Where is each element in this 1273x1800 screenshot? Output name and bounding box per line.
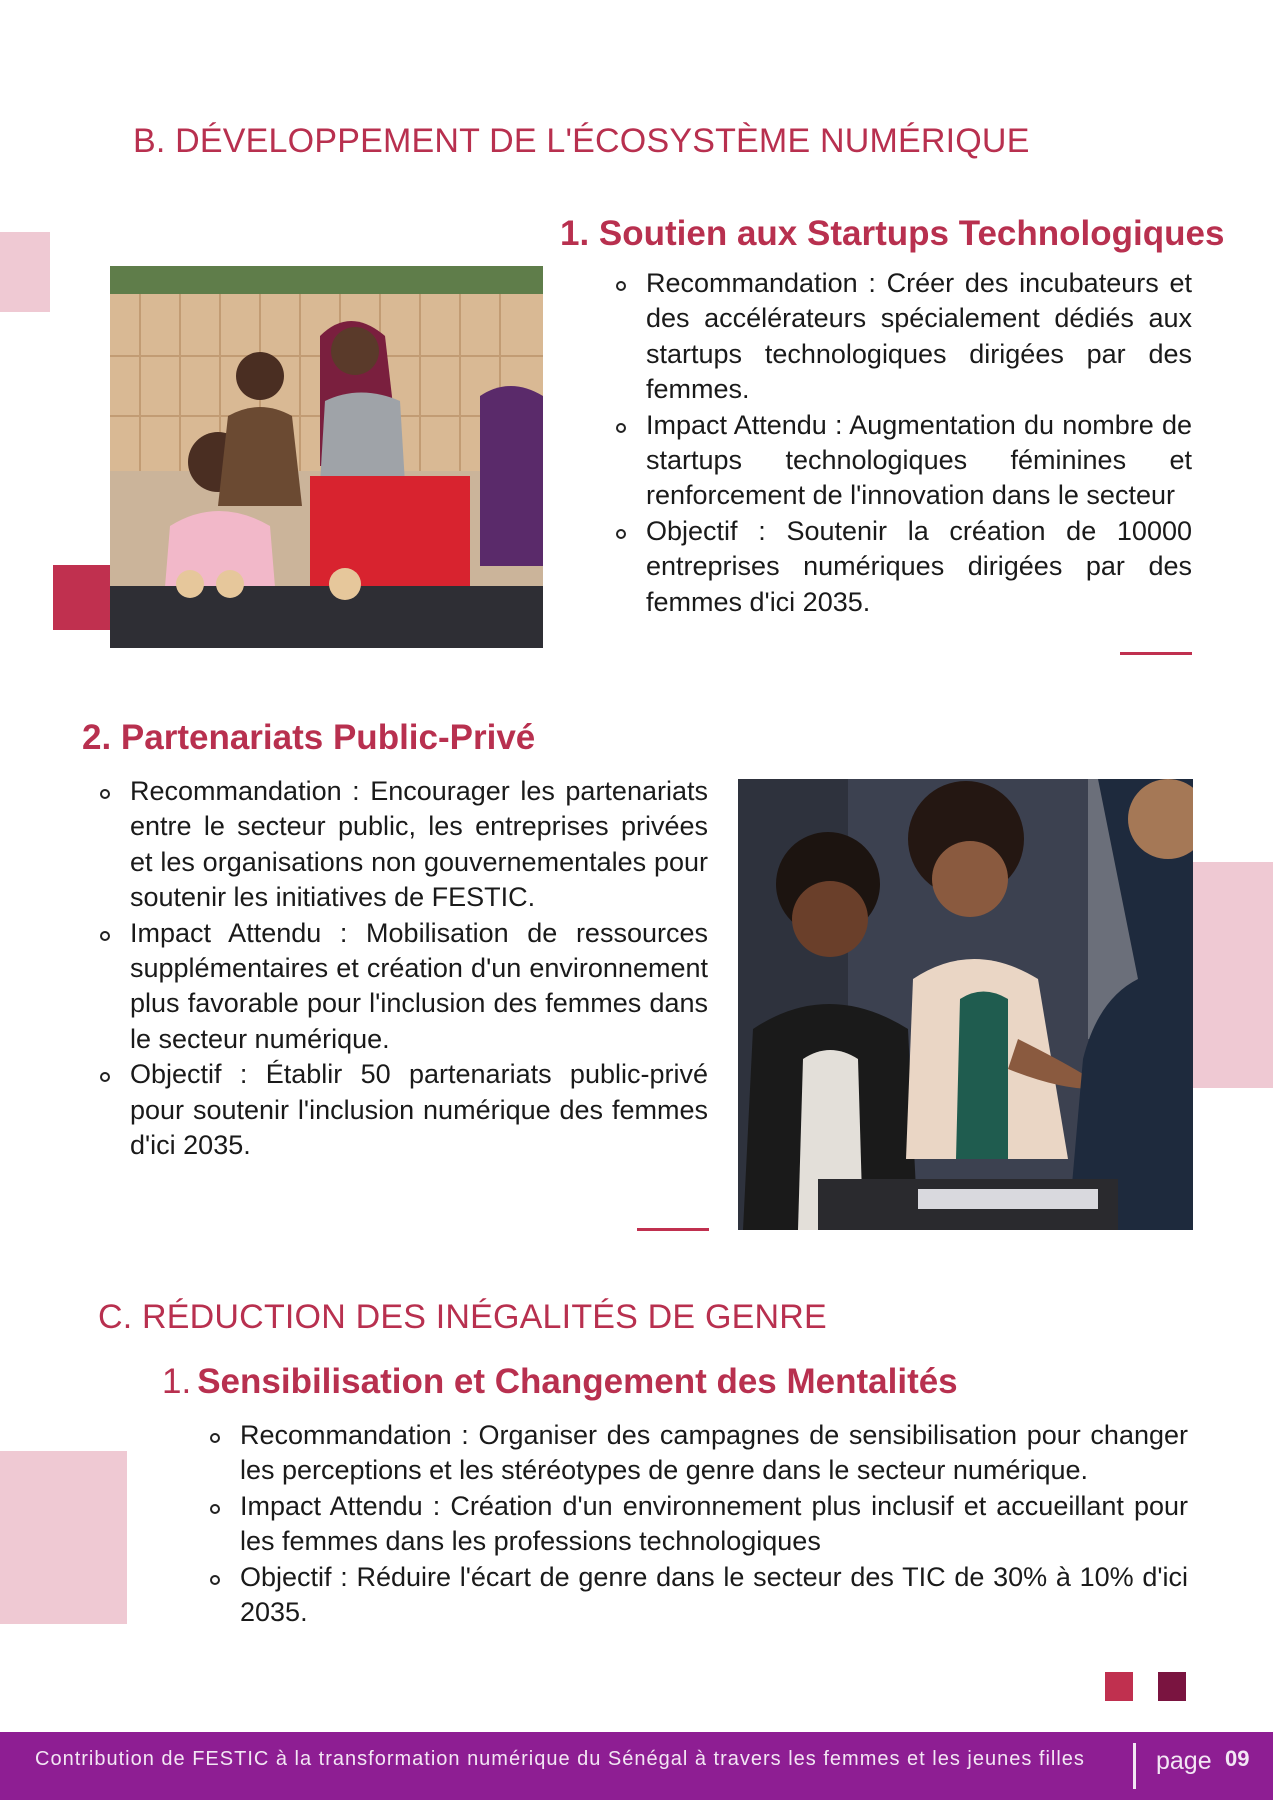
deco-red-block-left — [53, 565, 111, 630]
list-item: Objectif : Réduire l'écart de genre dans le secteur des TIC de 30% à 10% d'ici 2035. — [208, 1560, 1188, 1631]
section-c-title: C. RÉDUCTION DES INÉGALITÉS DE GENRE — [98, 1298, 827, 1336]
list-item: Objectif : Établir 50 partenariats public-privé pour soutenir l'inclusion numérique des femmes d'ici 2035. — [98, 1057, 708, 1163]
underline-accent — [1120, 652, 1192, 655]
list-item: Recommandation : Organiser des campagnes de sensibilisation pour changer les perceptions et les stéréotypes de genre dans le secteur numérique. — [208, 1418, 1188, 1489]
startups-list — [614, 266, 1192, 620]
deco-red-square — [1105, 1672, 1133, 1701]
awareness-list — [208, 1418, 1188, 1630]
deco-pink-block-right — [1193, 862, 1273, 1088]
footer-separator — [1133, 1743, 1136, 1789]
partnerships-subtitle: 2. Partenariats Public-Privé — [82, 718, 536, 757]
awareness-subtitle-text: Sensibilisation et Changement des Mentalités — [197, 1362, 958, 1401]
footer-text: Contribution de FESTIC à la transformation numérique du Sénégal à travers les femmes et les jeunes filles — [35, 1748, 1085, 1770]
list-item: Impact Attendu : Mobilisation de ressources supplémentaires et création d'un environnement plus favorable pour l'inclusion des femmes dans le secteur numérique. — [98, 916, 708, 1058]
deco-pink-block-bottom-left — [0, 1451, 127, 1624]
deco-dark-square — [1158, 1672, 1186, 1701]
list-item: Impact Attendu : Augmentation du nombre de startups technologiques féminines et renforcement de l'innovation dans le secteur — [614, 408, 1192, 514]
photo-women-startup — [110, 266, 543, 648]
footer-page-label: page — [1156, 1747, 1212, 1775]
photo-women-startup-image — [110, 266, 543, 648]
list-item: Recommandation : Encourager les partenariats entre le secteur public, les entreprises privées et les organisations non gouvernementales pour soutenir les initiatives de FESTIC. — [98, 774, 708, 916]
partnerships-list — [98, 774, 708, 1163]
startups-subtitle: 1. Soutien aux Startups Technologiques — [560, 214, 1225, 253]
awareness-subtitle — [162, 1362, 958, 1402]
underline-accent — [637, 1228, 709, 1231]
list-item: Recommandation : Créer des incubateurs et des accélérateurs spécialement dédiés aux startups technologiques dirigées par des femmes. — [614, 266, 1192, 408]
section-b-title: B. DÉVELOPPEMENT DE L'ÉCOSYSTÈME NUMÉRIQUE — [133, 122, 1030, 160]
list-item: Objectif : Soutenir la création de 10000 entreprises numériques dirigées par des femmes d'ici 2035. — [614, 514, 1192, 620]
photo-handshake — [738, 779, 1193, 1230]
deco-pink-block-top-left — [0, 232, 50, 312]
awareness-subtitle-number: 1. — [162, 1362, 192, 1401]
footer-page-number: 09 — [1225, 1746, 1250, 1771]
list-item: Impact Attendu : Création d'un environnement plus inclusif et accueillant pour les femmes dans les professions technologiques — [208, 1489, 1188, 1560]
photo-handshake-image — [738, 779, 1193, 1230]
